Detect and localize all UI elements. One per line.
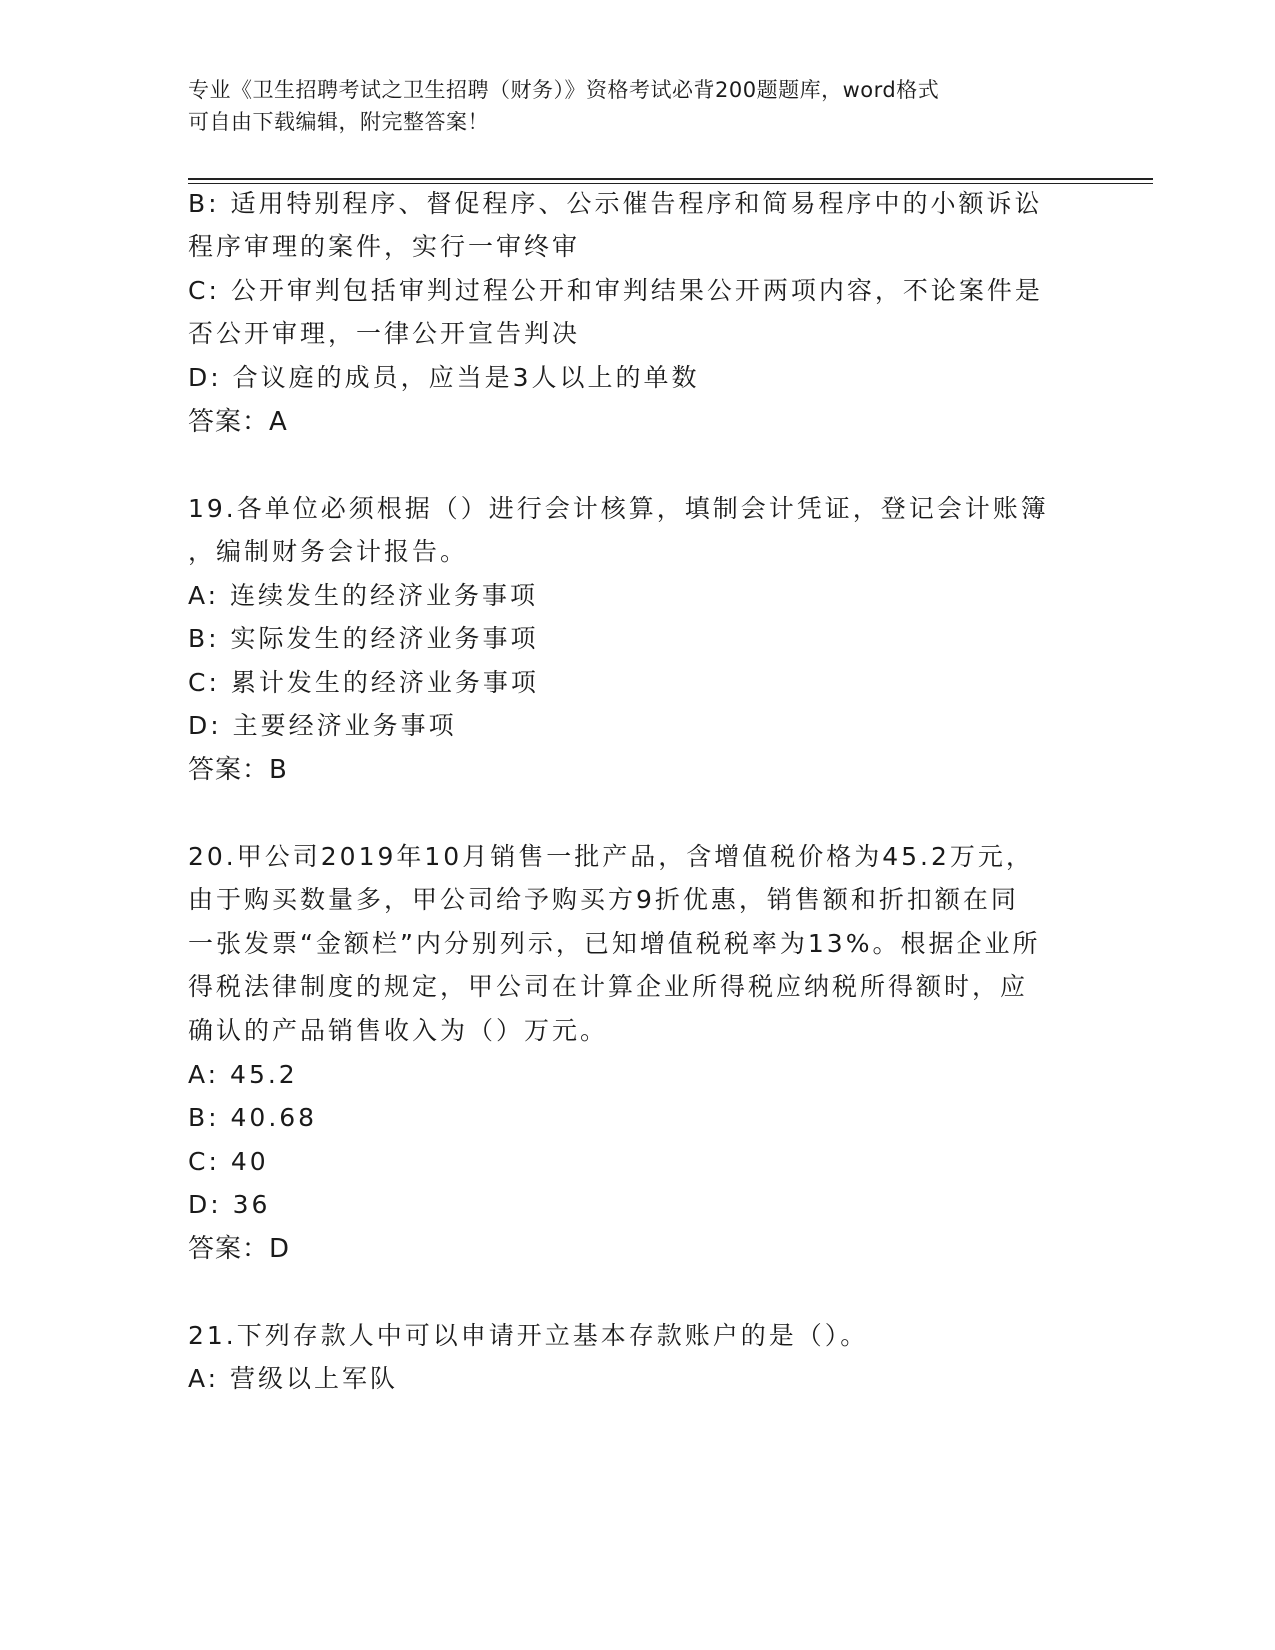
answer-line: 答案：B — [188, 755, 288, 785]
text-line: C: 公开审判包括审判过程公开和审判结果公开两项内容，不论案件是 — [188, 276, 1043, 305]
document-header — [188, 74, 1088, 138]
text-line: 程序审理的案件，实行一审终审 — [188, 232, 581, 261]
header-title-line-1: 专业《卫生招聘考试之卫生招聘（财务）》资格考试必背200题题库，word格式 — [188, 78, 940, 102]
question-line: 20.甲公司2019年10月销售一批产品，含增值税价格为45.2万元， — [188, 842, 1034, 871]
header-divider-thick — [188, 178, 1153, 180]
option-line: D: 36 — [188, 1190, 271, 1219]
question-line: 21.下列存款人中可以申请开立基本存款账户的是（）。 — [188, 1321, 869, 1350]
option-line: C: 40 — [188, 1147, 269, 1176]
question-line: ，编制财务会计报告。 — [188, 537, 469, 566]
question-line: 一张发票“金额栏”内分别列示，已知增值税税率为13%。根据企业所 — [188, 929, 1041, 958]
text-line: D: 合议庭的成员，应当是3人以上的单数 — [188, 363, 700, 392]
text-line: 否公开审理，一律公开宣告判决 — [188, 319, 581, 348]
answer-line: 答案：A — [188, 407, 288, 437]
answer-line: 答案：D — [188, 1234, 291, 1264]
option-line: D: 主要经济业务事项 — [188, 711, 457, 740]
option-line: A: 营级以上军队 — [188, 1364, 399, 1393]
option-line: A: 连续发生的经济业务事项 — [188, 581, 539, 610]
option-line: A: 45.2 — [188, 1060, 298, 1089]
text-line: B: 适用特别程序、督促程序、公示催告程序和简易程序中的小额诉讼 — [188, 189, 1043, 218]
option-line: B: 40.68 — [188, 1103, 318, 1132]
question-line: 确认的产品销售收入为（）万元。 — [188, 1016, 609, 1045]
option-line: C: 累计发生的经济业务事项 — [188, 668, 539, 697]
header-title-line-2: 可自由下载编辑，附完整答案！ — [188, 110, 489, 134]
question-line: 由于购买数量多，甲公司给予购买方9折优惠，销售额和折扣额在同 — [188, 885, 1019, 914]
option-line: B: 实际发生的经济业务事项 — [188, 624, 539, 653]
question-line: 得税法律制度的规定，甲公司在计算企业所得税应纳税所得额时，应 — [188, 972, 1029, 1001]
question-line: 19.各单位必须根据（）进行会计核算，填制会计凭证，登记会计账簿 — [188, 494, 1049, 523]
